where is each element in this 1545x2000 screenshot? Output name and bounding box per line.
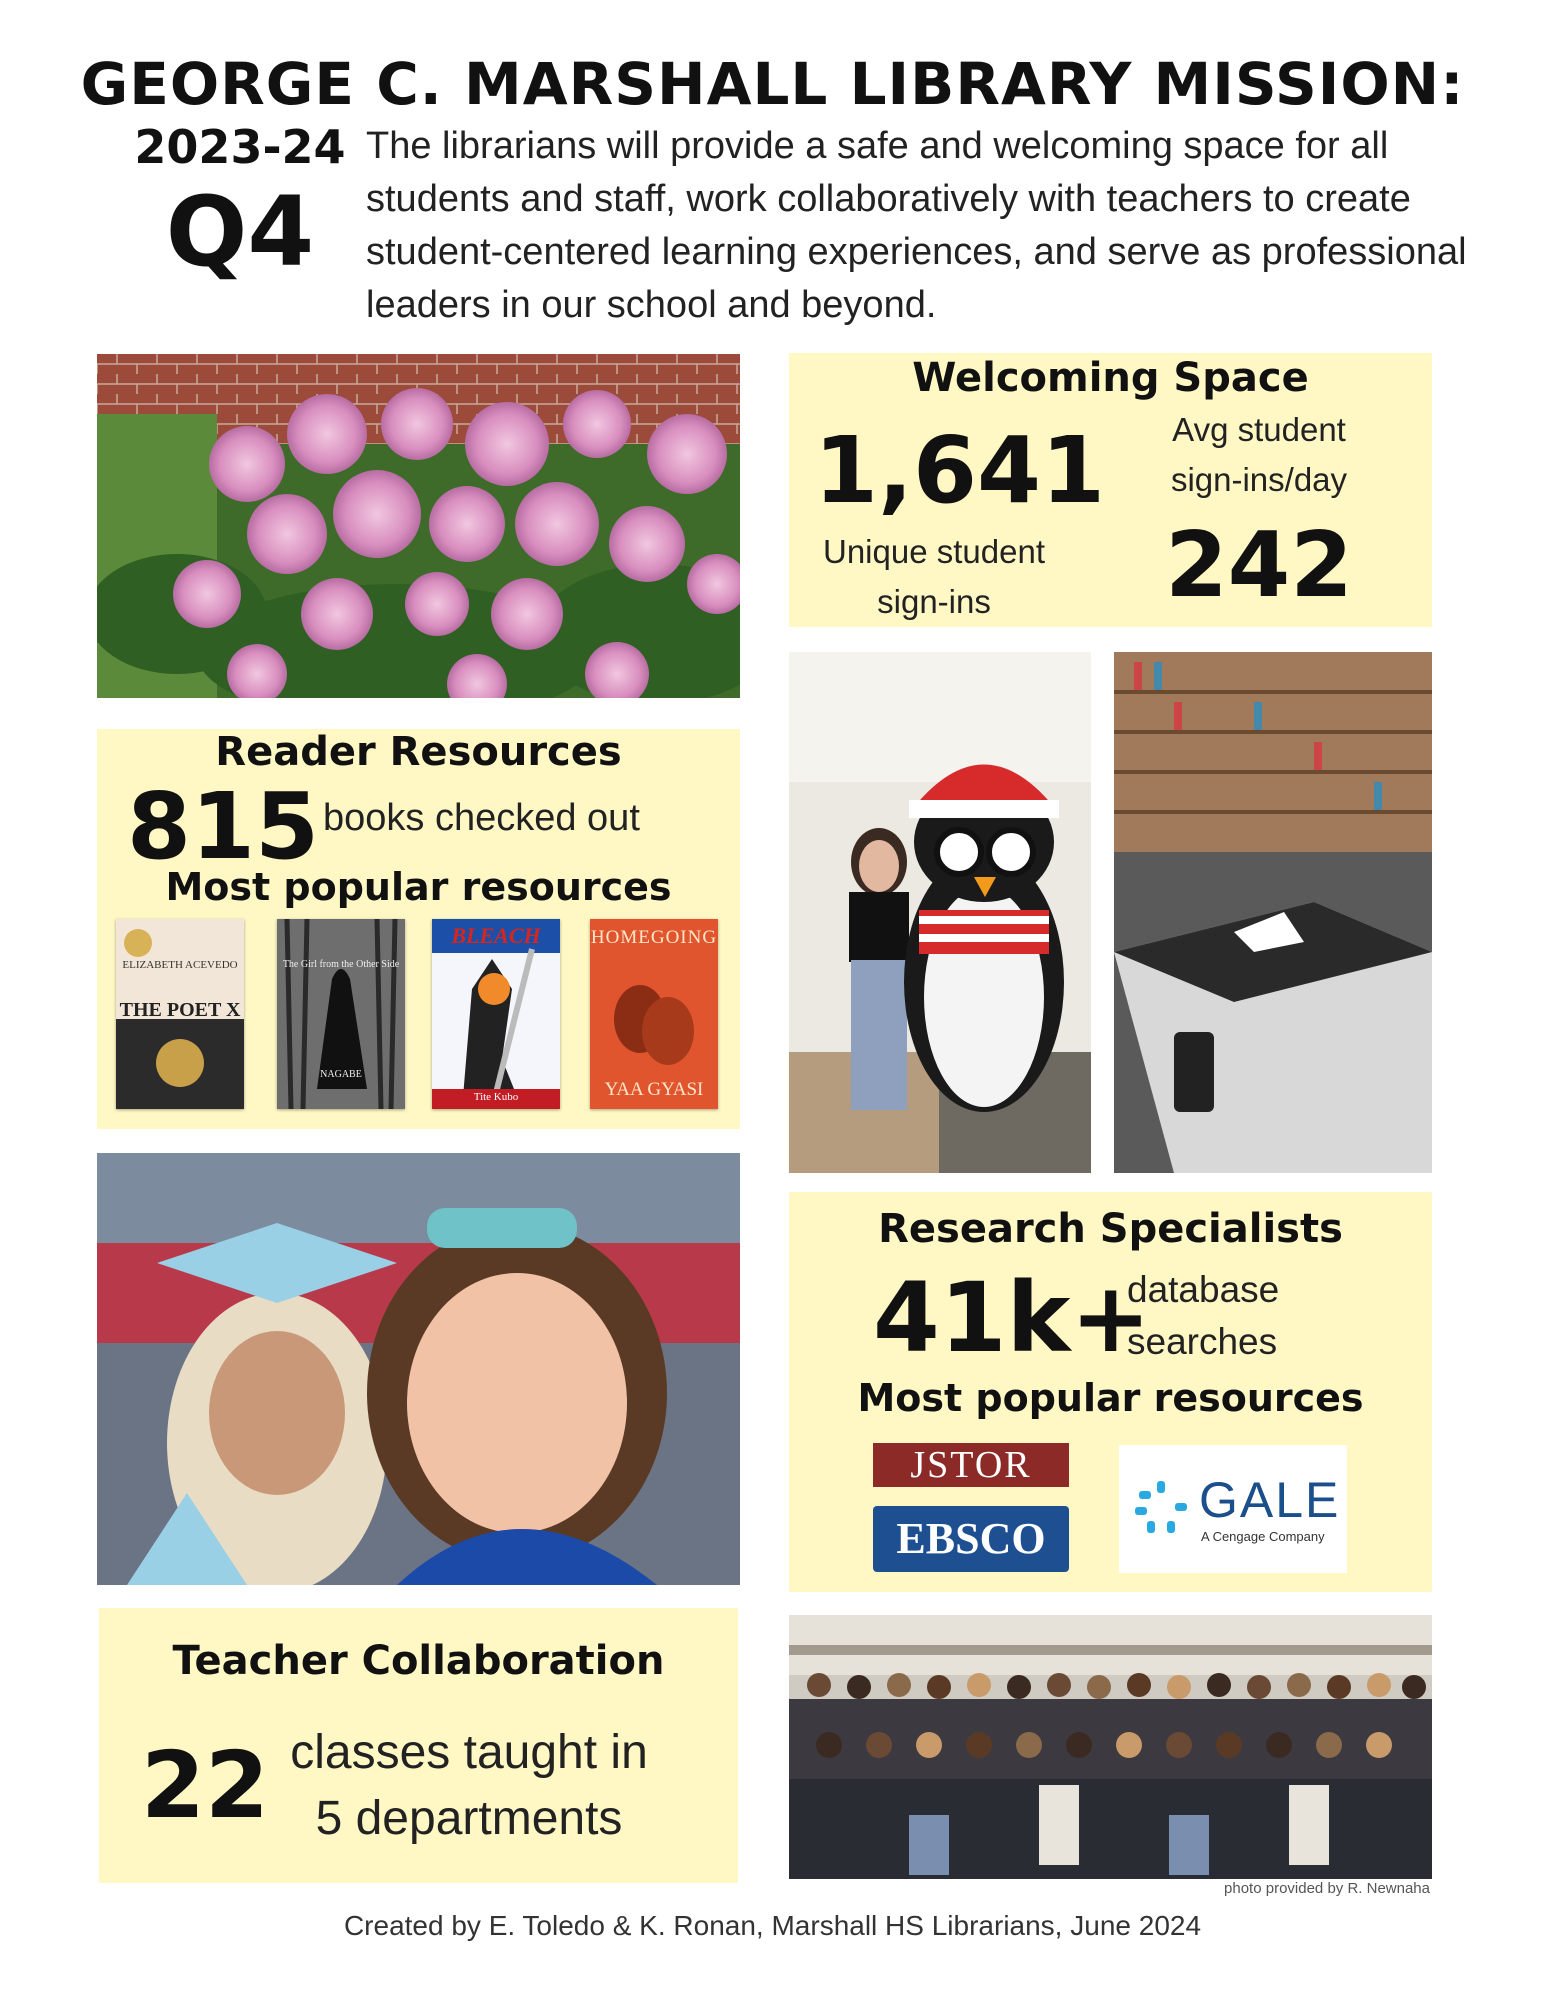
graduation-selfie-photo [97,1153,740,1585]
book-cover-poet-x [116,919,244,1109]
school-year: 2023-24 [134,120,346,174]
book-cover-homegoing [590,919,718,1109]
library-shelves-photo [1114,652,1432,1173]
gale-wordmark: GALE [1199,1472,1341,1528]
gale-subtitle: A Cengage Company [1201,1529,1325,1544]
classes-taught-line2: 5 departments [315,1792,623,1845]
footer-credit: Created by E. Toledo & K. Ronan, Marshall HS Librarians, June 2024 [343,1910,1202,1941]
gale-logo [1119,1445,1347,1573]
group-photo [789,1615,1432,1879]
book-title: THE POET X [119,999,241,1021]
avg-signins-label: Avg student sign-ins/day [1170,411,1348,498]
book-title: HOMEGOING [590,927,718,948]
book-cover-girl-other-side [277,919,405,1109]
book-author: YAA GYASI [604,1079,704,1100]
book-author: ELIZABETH ACEVEDO [122,959,238,971]
book-title: BLEACH [451,923,541,948]
welcoming-space-panel [789,353,1432,627]
teacher-collaboration-panel [99,1608,738,1883]
page-title: GEORGE C. MARSHALL LIBRARY MISSION: [80,50,1465,118]
reader-resources-title: Reader Resources [215,729,622,775]
hydrangea-photo [97,354,740,698]
jstor-logo: JSTOR [873,1443,1069,1487]
teacher-collaboration-title: Teacher Collaboration [172,1638,665,1684]
reader-popular-title: Most popular resources [165,865,672,909]
books-checked-out-value: 815 [127,773,320,880]
classes-taught-value: 22 [141,1732,270,1839]
classes-taught-line1: classes taught in [290,1726,648,1779]
gale-burst-icon [1131,1477,1191,1537]
books-checked-out-label: books checked out [323,797,640,839]
penguin-photo [789,652,1091,1173]
unique-signins-label: Unique student sign-ins [823,533,1045,620]
database-searches-value: 41k+ [873,1262,1151,1374]
research-specialists-panel [789,1192,1432,1592]
photo-credit: photo provided by R. Newnaha [1224,1880,1430,1897]
book-cover-bleach [432,919,560,1109]
book-title: The Girl from the Other Side [282,959,400,970]
book-author: NAGABE [320,1069,362,1080]
avg-signins-value: 242 [1165,513,1353,618]
mission-statement: The librarians will provide a safe and welcoming space for all students and staff, work collaboratively with teachers to create student-centered learning experiences, and serve as professional leaders in our school and beyond. [366,125,1467,326]
research-popular-title: Most popular resources [857,1376,1364,1420]
book-author: Tite Kubo [473,1091,519,1103]
quarter-label: Q4 [165,176,315,288]
unique-signins-value: 1,641 [814,417,1106,524]
research-specialists-title: Research Specialists [878,1206,1343,1252]
ebsco-logo: EBSCO [873,1506,1069,1572]
welcoming-space-title: Welcoming Space [912,355,1309,401]
database-searches-label: database searches [1127,1269,1280,1362]
reader-resources-panel [97,729,740,1129]
